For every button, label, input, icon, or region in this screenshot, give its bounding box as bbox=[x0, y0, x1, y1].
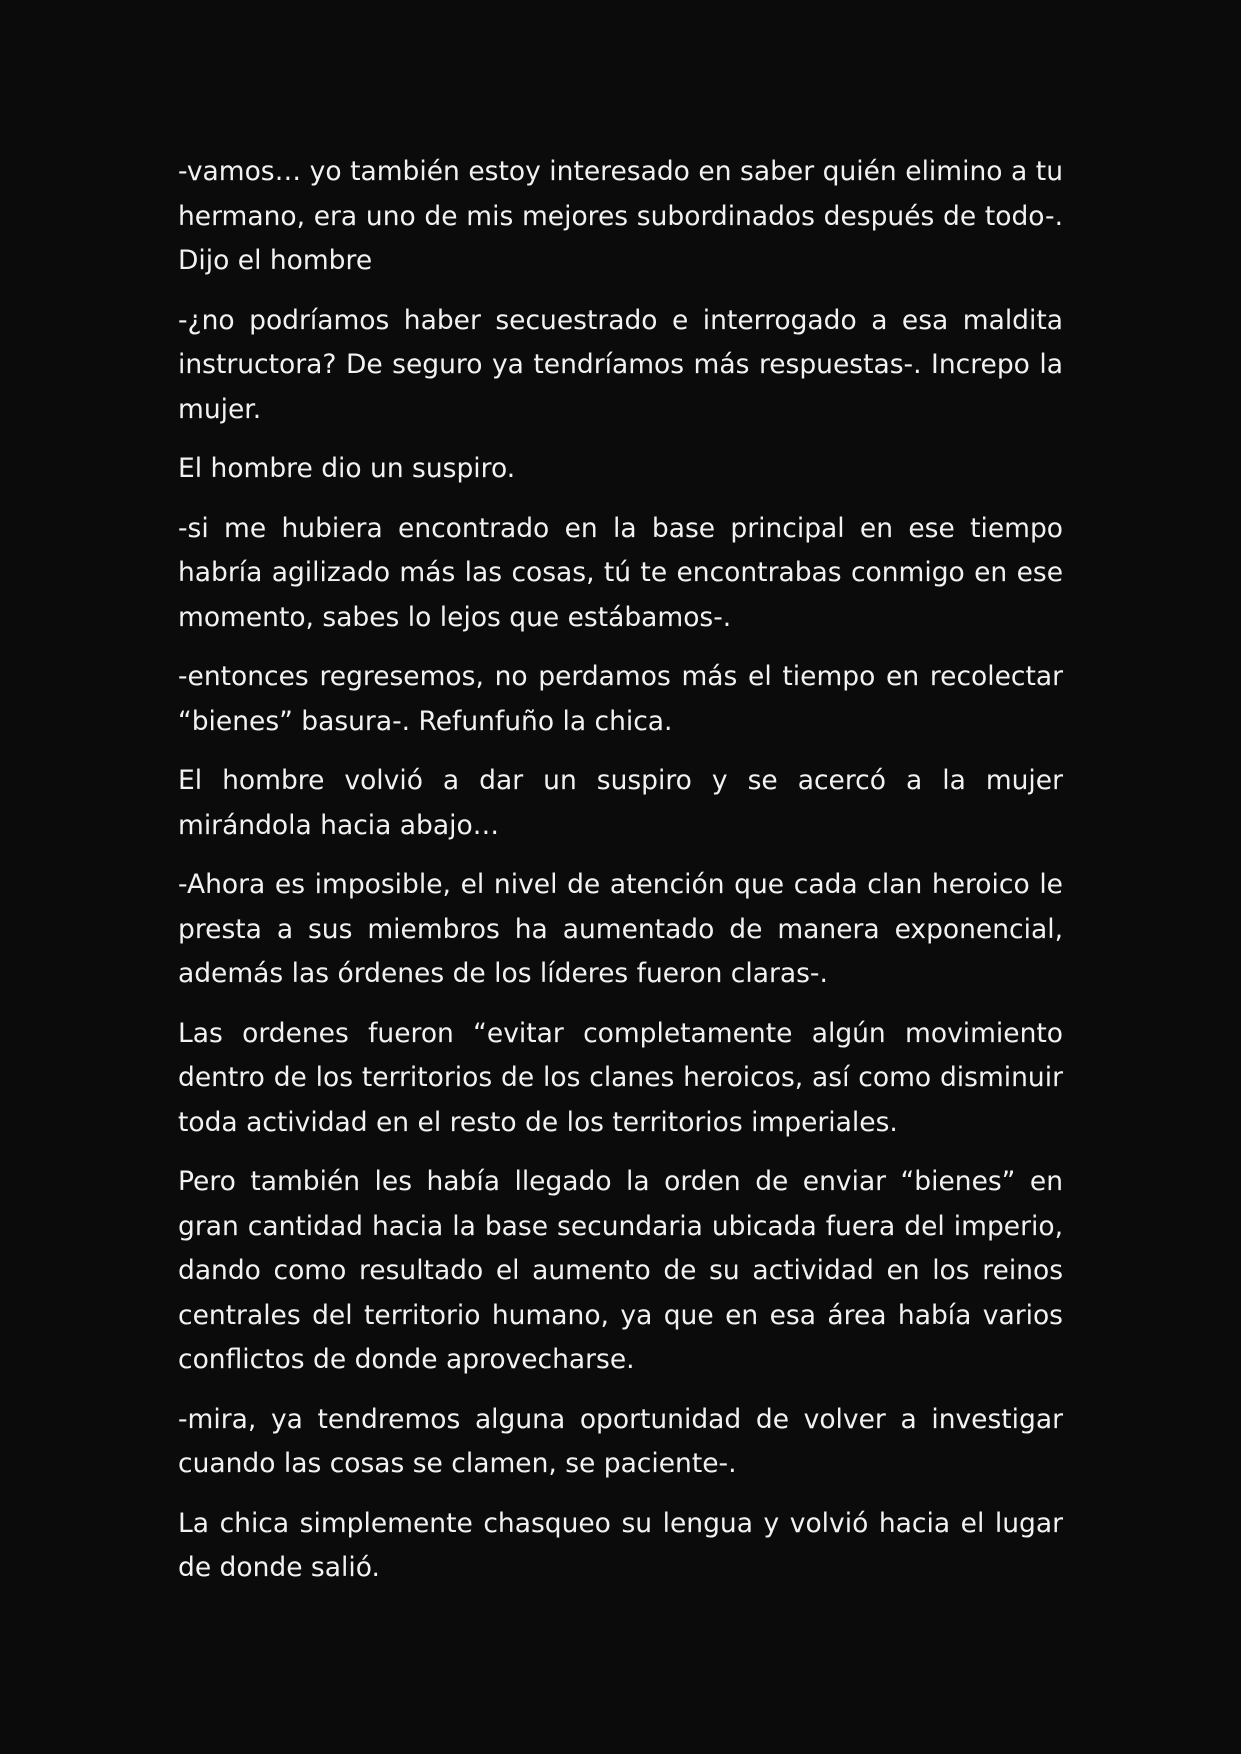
paragraph-7: -Ahora es imposible, el nivel de atención que cada clan heroico le presta a sus miembros ha aumentado de manera exponencial, además las órdenes de los líderes fueron claras-. bbox=[178, 869, 1063, 989]
document-page bbox=[178, 150, 1063, 1606]
paragraph-8: Las ordenes fueron “evitar completamente algún movimiento dentro de los territorios de los clanes heroicos, así como disminuir toda actividad en el resto de los territorios imperiales. bbox=[178, 1017, 1063, 1138]
paragraph-6: El hombre volvió a dar un suspiro y se acercó a la mujer mirándola hacia abajo… bbox=[178, 765, 1063, 841]
paragraph-9: Pero también les había llegado la orden de enviar “bienes” en gran cantidad hacia la base secundaria ubicada fuera del imperio, dando como resultado el aumento de su actividad en los reinos centrales del territorio humano, ya que en esa área había varios conflictos de donde aprovecharse. bbox=[178, 1166, 1063, 1375]
paragraph-11: La chica simplemente chasqueo su lengua y volvió hacia el lugar de donde salió. bbox=[178, 1507, 1063, 1583]
paragraph-10: -mira, ya tendremos alguna oportunidad de volver a investigar cuando las cosas se clamen, se paciente-. bbox=[178, 1403, 1063, 1479]
paragraph-4: -si me hubiera encontrado en la base principal en ese tiempo habría agilizado más las cosas, tú te encontrabas conmigo en ese momento, sabes lo lejos que estábamos-. bbox=[178, 512, 1063, 633]
paragraph-3: El hombre dio un suspiro. bbox=[178, 453, 516, 484]
paragraph-2: -¿no podríamos haber secuestrado e interrogado a esa maldita instructora? De seguro ya tendríamos más respuestas-. Increpo la mujer. bbox=[178, 304, 1063, 425]
paragraph-5: -entonces regresemos, no perdamos más el tiempo en recolectar “bienes” basura-. Refunfuño la chica. bbox=[178, 661, 1063, 737]
paragraph-1: -vamos… yo también estoy interesado en saber quién elimino a tu hermano, era uno de mis mejores subordinados después de todo-. Dijo el hombre bbox=[178, 156, 1063, 276]
